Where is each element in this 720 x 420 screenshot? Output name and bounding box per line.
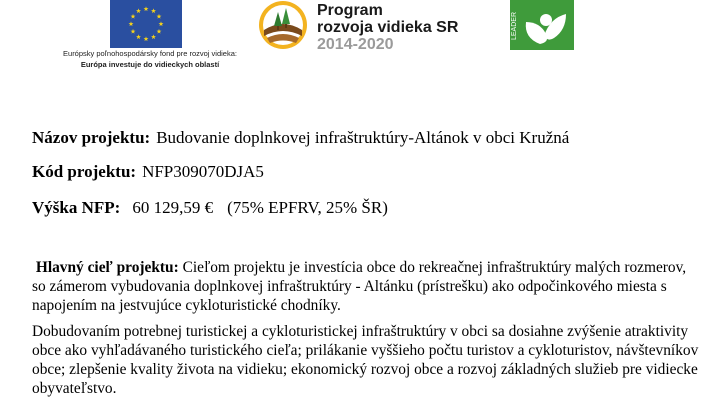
project-name-row: [32, 128, 569, 148]
prv-emblem-icon: [258, 0, 308, 50]
goal-paragraph-2: Dobudovaním potrebnej turistickej a cykloturistickej infraštruktúry v obci sa dosiahne zvýšenie atraktivity obce ako vyhľadávaného turistického cieľa; prilákanie vyššieho počtu turistov a cykloturistov, návštevníkov obce; zlepšenie kvality života na vidieku; ekonomický rozvoj obce a rozvoj základných služieb pre vidiecke obyvateľstvo.: [32, 323, 699, 397]
project-nfp-label: Výška NFP:: [32, 198, 121, 217]
project-nfp-row: [32, 198, 388, 218]
eu-caption-line2: Európa investuje do vidieckych oblastí: [80, 60, 220, 69]
eu-caption-line1: Európsky poľnohospodársky fond pre rozvoj vidieka:: [63, 49, 237, 58]
logo-header: [0, 0, 720, 90]
eu-caption: [40, 48, 260, 70]
program-line2: rozvoja vidieka SR: [317, 19, 459, 36]
program-years: 2014-2020: [317, 36, 394, 53]
goal-label: Hlavný cieľ projektu:: [35, 259, 179, 276]
project-name-label: Názov projektu:: [32, 128, 151, 147]
project-code-row: [32, 162, 264, 182]
goal-text-1: Cieľom projektu je investícia obce do rekreačnej infraštruktúry malých rozmerov, so zámerom vybudovania doplnkovej infraštruktúry - Altánku (prístrešku) ako odpočinkového miesta s napojením na jestvujúce cykloturistické chodníky.: [32, 259, 687, 314]
leader-logo-icon: [510, 0, 574, 50]
project-nfp-amount: 60 129,59 €: [132, 198, 214, 217]
leader-logo-text: LEADER: [511, 11, 518, 40]
program-title: [317, 2, 458, 53]
project-name-value: Budovanie doplnkovej infraštruktúry-Altánok v obci Kružná: [156, 128, 570, 147]
project-code-label: Kód projektu:: [32, 162, 137, 181]
project-goal: [32, 258, 700, 398]
eu-flag-icon: [110, 0, 182, 48]
project-nfp-split: (75% EPFRV, 25% ŠR): [227, 198, 388, 217]
project-code-value: NFP309070DJA5: [142, 162, 264, 181]
program-line1: Program: [317, 2, 383, 19]
goal-paragraph-1: [32, 258, 700, 315]
